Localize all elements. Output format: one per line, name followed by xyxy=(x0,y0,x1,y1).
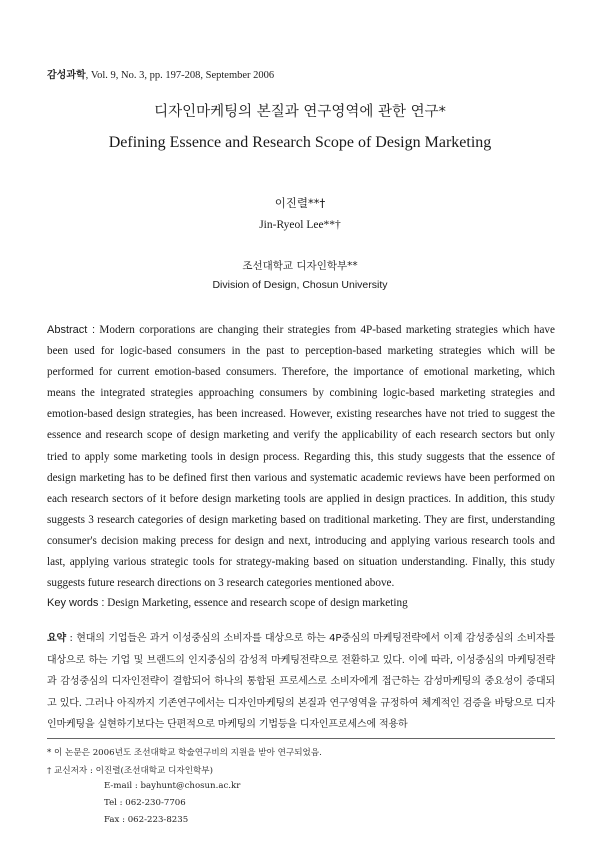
abstract-text: Modern corporations are changing their strategies from 4P-based marketing strategies which have been used for logic-based consumers in the past to perception-based marketing strategies which will be performed for current emotion-based consumers. Therefore, the importance of emotional marketing, which means the integrated strategies approaching consumers by combining logic-based marketing strategies and emotion-based design strategies, has been increased. However, existing researches have not tried to suggest the essence and research scope of design marketing and verify the applicability of each research sectors but only tried to apply some marketing tools in design process. Regarding this, this study suggests that the essence of design marketing has to be defined first then various and systematic academic reviews have been performed on each research sectors of it before design marketing tools are applied in design practices. In addition, this study suggests 3 research categories of design marketing based on traditional marketing. They are first, understanding consumer's decision making precess for design and next, introducing and applying various research tools and last, applying various strategic tools for strategy-making based on situation understanding. Finally, this study suggests future research directions on 3 research categories mentioned above. xyxy=(47,324,555,590)
korean-summary-text: : 현대의 기업들은 과거 이성중심의 소비자를 대상으로 하는 4P중심의 마케팅전략에서 이제 감성중심의 소비자를 대상으로 하는 기업 및 브랜드의 인지중심의 감성적 마케팅전략으로 전환하고 있다. 이에 따라, 이성중심의 마케팅전략과 감성중심의 디자인전략이 결합되어 하나의 통합된 프로세스로 소비자에게 접근하는 감성마케팅의 중요성이 증대되고 있다. 그러나 아직까지 기존연구에서는 디자인마케팅의 본질과 연구영역을 규정하여 체계적인 검증을 바탕으로 디자인마케팅을 실현하기보다는 단편적으로 마케팅의 기법등을 디자인프로세스에 적용하 xyxy=(47,633,555,731)
keywords xyxy=(47,593,555,613)
english-title: Defining Essence and Research Scope of Design Marketing xyxy=(108,134,492,151)
affiliation-korean: 조선대학교 디자인학부** xyxy=(242,260,358,272)
footnote-tel: Tel : 062-230-7706 xyxy=(104,798,186,808)
keywords-label: Key words : xyxy=(47,597,105,609)
abstract-label: Abstract : xyxy=(47,324,96,336)
footnote-funding: * 이 논문은 2006년도 조선대학교 학술연구비의 지원을 받아 연구되었음. xyxy=(47,748,322,758)
korean-summary-label: 요약 xyxy=(47,633,67,644)
journal-citation xyxy=(47,66,274,81)
footnote-divider xyxy=(47,738,555,739)
footnote-fax: Fax : 062-223-8235 xyxy=(104,815,189,825)
abstract xyxy=(47,320,555,594)
korean-summary xyxy=(47,628,555,736)
keywords-text: Design Marketing, essence and research scope of design marketing xyxy=(107,597,408,609)
footnote-corresponding-author: † 교신저자 : 이진렬(조선대학교 디자인학부) xyxy=(47,766,213,776)
korean-title: 디자인마케팅의 본질과 연구영역에 관한 연구* xyxy=(154,104,446,120)
footnote-email: E-mail : bayhunt@chosun.ac.kr xyxy=(104,781,241,791)
affiliation-english: Division of Design, Chosun University xyxy=(212,279,388,291)
author-korean: 이진렬**† xyxy=(274,196,326,210)
journal-name: 감성과학 xyxy=(47,70,86,81)
author-english: Jin-Ryeol Lee**† xyxy=(259,219,341,231)
journal-info: , Vol. 9, No. 3, pp. 197-208, September 2006 xyxy=(85,70,275,81)
